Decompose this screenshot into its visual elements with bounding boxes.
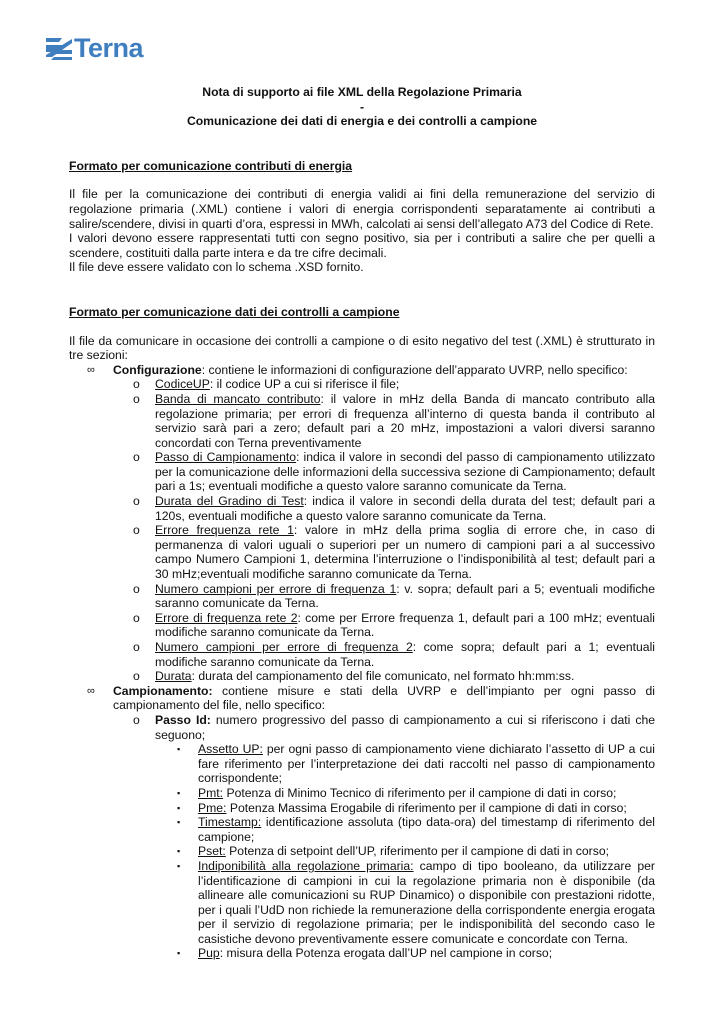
campionamento-label: Campionamento: — [113, 683, 213, 698]
logo-text: Terna — [74, 33, 144, 63]
square-bullet-icon: ▪ — [177, 948, 181, 959]
list-item — [112, 450, 655, 494]
field-description: : misura della Potenza erogata dall’UP nel campione in corso; — [219, 946, 553, 961]
field-description: per ogni passo di campionamento viene dichiarato l’assetto di UP a cui fare riferimento per l’interpretazione dei dati raccolti nel passo di campionamento corrispondente; — [198, 742, 655, 786]
list-item — [112, 611, 655, 640]
section2-heading: Formato per comunicazione dati dei controlli a campione — [69, 304, 400, 319]
section1-paragraph-3: Il file deve essere validato con lo schema .XSD fornito. — [69, 260, 364, 275]
list-item-campionamento — [69, 684, 655, 961]
field-description: Potenza Massima Erogabile di riferimento per il campione di dati in corso; — [226, 800, 627, 815]
field-description: : valore in mHz della prima soglia di errore che, in caso di permanenza di valori uguali o superiori per un numero di campioni pari a al successivo campo Numero Campioni 1, determina l’interruzione o l’indisponibilità al test; default pari a 30 mHz;eventuali modifiche saranno comunicate da Terna. — [155, 523, 655, 582]
field-description: : v. sopra; default pari a 5; eventuali modifiche saranno comunicate da Terna. — [155, 581, 655, 611]
field-description: : il codice UP a cui si riferisce il file; — [209, 377, 400, 392]
circle-bullet-icon: o — [133, 610, 140, 625]
square-bullet-icon: ▪ — [177, 860, 181, 871]
list-item — [112, 523, 655, 581]
list-item — [112, 494, 655, 523]
field-term: Numero campioni per errore di frequenza 2 — [155, 640, 413, 654]
field-description: : durata del campionamento del file comunicato, nel formato hh:mm:ss. — [191, 669, 575, 684]
campionamento-fields-list — [155, 742, 655, 961]
square-bullet-icon: ▪ — [177, 787, 181, 798]
circle-bullet-icon: o — [133, 712, 140, 727]
campionamento-text: contiene misure e stati della UVRP e dell’impianto per ogni passo di campionamento del file, nello specifico: — [113, 683, 655, 713]
list-item — [112, 377, 655, 392]
configurazione-fields-list — [112, 377, 655, 683]
passo-id-text: numero progressivo del passo di campionamento a cui si riferiscono i dati che seguono; — [155, 712, 656, 742]
list-item — [112, 669, 655, 684]
list-item — [112, 640, 655, 669]
field-term: Pup — [198, 946, 220, 961]
square-bullet-icon: ▪ — [177, 817, 181, 828]
document-body — [69, 85, 655, 961]
circle-bullet-icon: o — [133, 523, 140, 538]
passo-id-label: Passo Id: — [155, 712, 211, 727]
terna-logo — [46, 33, 143, 63]
section1-heading: Formato per comunicazione contributi di energia — [69, 158, 353, 173]
square-bullet-icon: ▪ — [177, 802, 181, 813]
title-separator: - — [359, 99, 365, 114]
list-item — [155, 859, 655, 947]
field-description: : come sopra; default pari a 1; eventuali modifiche saranno comunicate da Terna. — [155, 640, 655, 669]
section1-paragraph-1: Il file per la comunicazione dei contributi di energia validi ai fini della remunerazione del servizio di regolazione primaria (.XML) contiene i valori di energia corrispondenti separatamente ai contributi a salire/scendere, divisi in quarti d’ora, espressi in MWh, calcolati ai sensi dell’allegato A73 del Codice di Rete. — [69, 187, 655, 231]
circle-bullet-icon: o — [133, 640, 140, 654]
field-description: Potenza di setpoint dell’UP, riferimento per il campione di dati in corso; — [225, 844, 609, 859]
circle-bullet-icon: o — [133, 669, 140, 684]
field-term: Indiponibilità alla regolazione primaria: — [198, 858, 414, 873]
list-item — [155, 946, 655, 961]
field-description: Potenza di Minimo Tecnico di riferimento per il campione di dati in corso; — [223, 785, 617, 800]
list-item — [155, 844, 655, 859]
field-description: : come per Errore frequenza 1, default pari a 100 mHz; eventuali modifiche saranno comunicate da Terna. — [155, 610, 655, 640]
field-term: Durata del Gradino di Test — [155, 494, 304, 509]
circle-bullet-icon: o — [133, 377, 140, 392]
infinity-bullet-icon: ∞ — [87, 684, 95, 697]
square-bullet-icon: ▪ — [177, 846, 181, 857]
field-term: Assetto UP: — [198, 742, 263, 757]
list-item-configurazione — [69, 363, 655, 684]
field-term: Numero campioni per errore di frequenza 1 — [155, 581, 397, 596]
field-term: Errore frequenza rete 1 — [155, 523, 294, 538]
field-term: Banda di mancato contributo — [155, 391, 321, 406]
list-item — [155, 742, 655, 786]
infinity-bullet-icon: ∞ — [87, 363, 95, 376]
square-bullet-icon: ▪ — [177, 744, 181, 755]
circle-bullet-icon: o — [133, 450, 140, 465]
field-term: Pmt: — [198, 785, 224, 800]
list-item — [155, 801, 655, 816]
section2-intro: Il file da comunicare in occasione dei controlli a campione o di esito negativo del test (.XML) è strutturato in tre sezioni: — [69, 333, 655, 363]
field-term: Errore di frequenza rete 2 — [155, 610, 298, 625]
title-line-3: Comunicazione dei dati di energia e dei controlli a campione — [186, 114, 538, 129]
circle-bullet-icon: o — [133, 494, 140, 509]
campionamento-list — [112, 713, 655, 961]
field-description: : indica il valore in secondi del passo di campionamento utilizzato per la comunicazione delle informazioni della successiva sezione di Campionamento; default pari a 1s; eventuali modifiche a questo valore saranno comunicate da Terna. — [155, 450, 655, 494]
circle-bullet-icon: o — [133, 391, 140, 406]
title-line-1: Nota di supporto ai file XML della Regolazione Primaria — [202, 85, 522, 99]
configurazione-text: : contiene le informazioni di configurazione dell’apparato UVRP, nello specifico: — [201, 362, 628, 377]
terna-logo-icon — [46, 35, 72, 61]
field-description: : il valore in mHz della Banda di mancato contributo alla regolazione primaria; per errori di frequenza all’interno di questa banda il contributo al servizio sarà pari a zero; default pari a 20 mHz, impostazioni a valori diversi saranno concordati con Terna preventivamente — [155, 391, 656, 450]
field-description: identificazione assoluta (tipo data-ora) del timestamp di riferimento del campione; — [198, 815, 655, 844]
list-item — [112, 392, 655, 450]
configurazione-label: Configurazione — [113, 362, 202, 377]
field-term: Passo di Campionamento — [155, 450, 297, 465]
section1-paragraph-2: I valori devono essere rappresentati tutti con segno positivo, sia per i contributi a salire che per quelli a scendere, costituiti dalla parte intera e da tre cifre decimali. — [69, 231, 655, 260]
list-item-passo-id — [112, 713, 655, 961]
circle-bullet-icon: o — [133, 581, 140, 596]
list-item — [155, 786, 655, 801]
field-term: CodiceUP — [155, 377, 210, 392]
field-description: campo di tipo booleano, da utilizzare per l’identificazione di campioni in cui la regolazione primaria non è disponibile (da allineare alle comunicazioni su RUP Dinamico) o disponibile con prestazioni ridotte, per i quali l’UdD non richiede la remunerazione della corrispondente energia erogata per il servizio di regolazione primaria; per le indisponibilità del secondo caso le casistiche devono preventivamente essere comunicate e concordate con Terna. — [198, 858, 655, 946]
sections-list — [69, 363, 655, 961]
field-description: : indica il valore in secondi della durata del test; default pari a 120s, eventuali modifiche a questo valore saranno comunicate da Terna. — [155, 494, 655, 523]
field-term: Pme: — [198, 800, 227, 815]
field-term: Durata — [155, 669, 192, 684]
list-item — [155, 815, 655, 844]
list-item — [112, 582, 655, 611]
field-term: Pset: — [198, 844, 226, 859]
field-term: Timestamp: — [198, 815, 262, 830]
